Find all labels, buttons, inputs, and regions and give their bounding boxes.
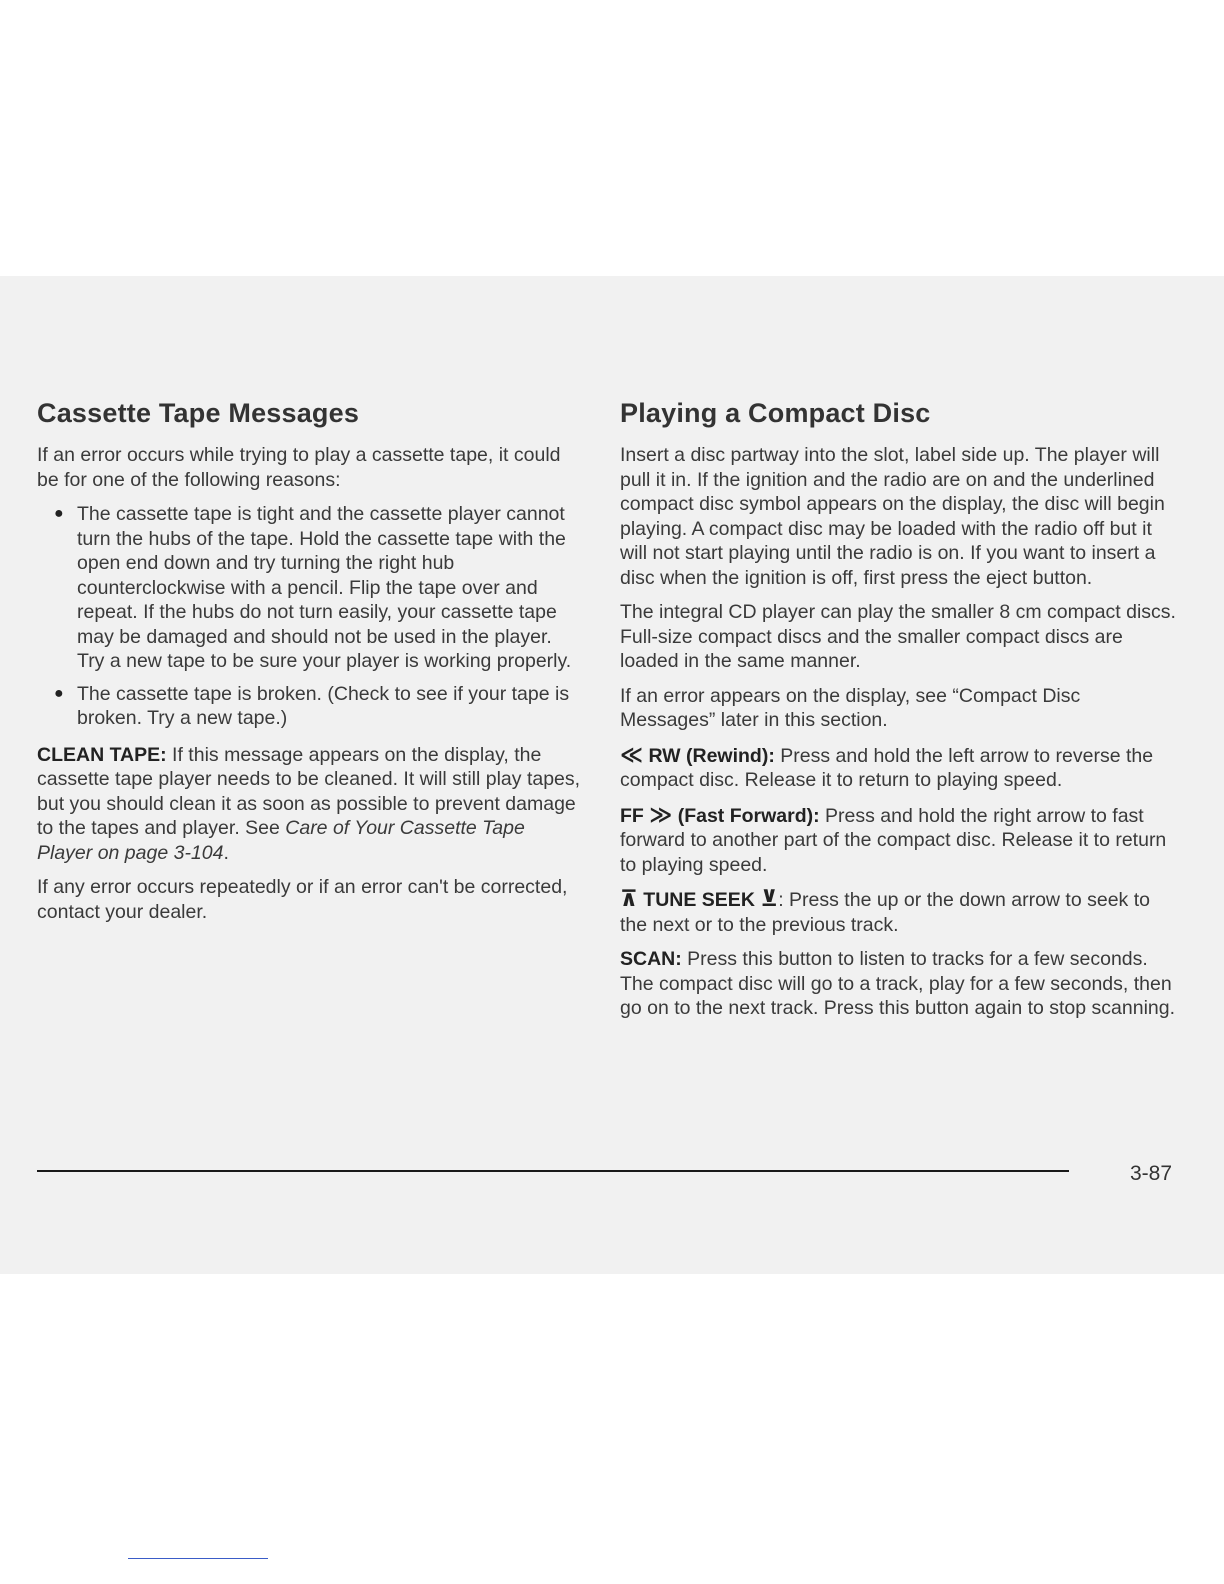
rewind-paragraph: [620, 743, 1180, 793]
seek-up-icon: ⊼: [620, 886, 638, 911]
page-number: 3-87: [1129, 1162, 1172, 1185]
error-paragraph: If an error appears on the display, see “Compact Disc Messages” later in this section.: [620, 684, 1081, 731]
clean-tape-end: .: [223, 841, 229, 864]
rewind-label: RW (Rewind):: [648, 744, 775, 767]
integral-cd-paragraph: The integral CD player can play the smaller 8 cm compact discs. Full-size compact discs and the smaller compact discs are loaded in the same manner.: [620, 601, 1176, 672]
list-item-text: The cassette tape is broken. (Check to see if your tape is broken. Try a new tape.): [77, 682, 570, 729]
footer-link-line: [128, 1558, 268, 1559]
reasons-list: [37, 502, 582, 731]
rewind-text: Press and hold the left arrow to reverse the compact disc. Release it to return to playing speed.: [620, 744, 1154, 791]
clean-tape-label: CLEAN TAPE:: [37, 743, 167, 766]
compact-disc-heading: Playing a Compact Disc: [620, 398, 931, 428]
cassette-messages-heading: Cassette Tape Messages: [37, 398, 360, 428]
footer-rule: [37, 1170, 1069, 1172]
rewind-icon: ≪: [620, 741, 644, 767]
fast-forward-text: Press and hold the right arrow to fast forward to another part of the compact disc. Release it to return to playing speed.: [620, 804, 1167, 876]
list-item: [37, 502, 582, 674]
list-item: [37, 682, 582, 731]
right-column: [620, 398, 1180, 1031]
tune-seek-text: : Press the up or the down arrow to seek to the next or to the previous track.: [620, 889, 1150, 936]
fast-forward-icon: ≫: [649, 801, 673, 827]
tune-seek-paragraph: [620, 887, 1180, 937]
bullet-icon: ●: [54, 505, 64, 522]
tune-seek-label: TUNE SEEK: [643, 889, 755, 911]
seek-down-icon: ⊻: [760, 886, 779, 911]
ff-prefix: FF: [620, 804, 644, 827]
scan-text: Press this button to listen to tracks for a few seconds. The compact disc will go to a track, play for a few seconds, then go on to the next track. Press this button again to stop scanning.: [620, 948, 1176, 1019]
scan-label: SCAN:: [620, 948, 682, 970]
cassette-intro: If an error occurs while trying to play a cassette tape, it could be for one of the following reasons:: [37, 444, 561, 491]
fast-forward-paragraph: [620, 803, 1180, 878]
closing-paragraph: If any error occurs repeatedly or if an error can't be corrected, contact your dealer.: [37, 876, 568, 923]
scan-paragraph: [620, 947, 1180, 1021]
clean-tape-text: If this message appears on the display, the cassette tape player needs to be cleaned. It will still play tapes, but you should clean it as soon as possible to prevent damage to the tapes and player. See: [37, 743, 581, 839]
list-item-text: The cassette tape is tight and the cassette player cannot turn the hubs of the tape. Hold the cassette tape with the open end down and try turning the right hub counterclockwise with a pencil. Flip the tape over and repeat. If the hubs do not turn easily, your cassette tape may be damaged and should not be used in the player. Try a new tape to be sure your player is working properly.: [77, 503, 572, 672]
bullet-icon: ●: [54, 684, 64, 702]
left-column: [37, 398, 582, 934]
care-cassette-reference: Care of Your Cassette Tape Player on page 3-104: [37, 817, 525, 864]
insert-disc-paragraph: Insert a disc partway into the slot, label side up. The player will pull it in. If the ignition and the radio are on and the underlined compact disc symbol appears on the display, the disc will begin playing. A compact disc may be loaded with the radio off but it will not start playing until the radio is on. If you want to insert a disc when the ignition is off, first press the eject button.: [620, 444, 1165, 589]
clean-tape-paragraph: [37, 743, 582, 866]
fast-forward-label: (Fast Forward):: [677, 804, 820, 827]
